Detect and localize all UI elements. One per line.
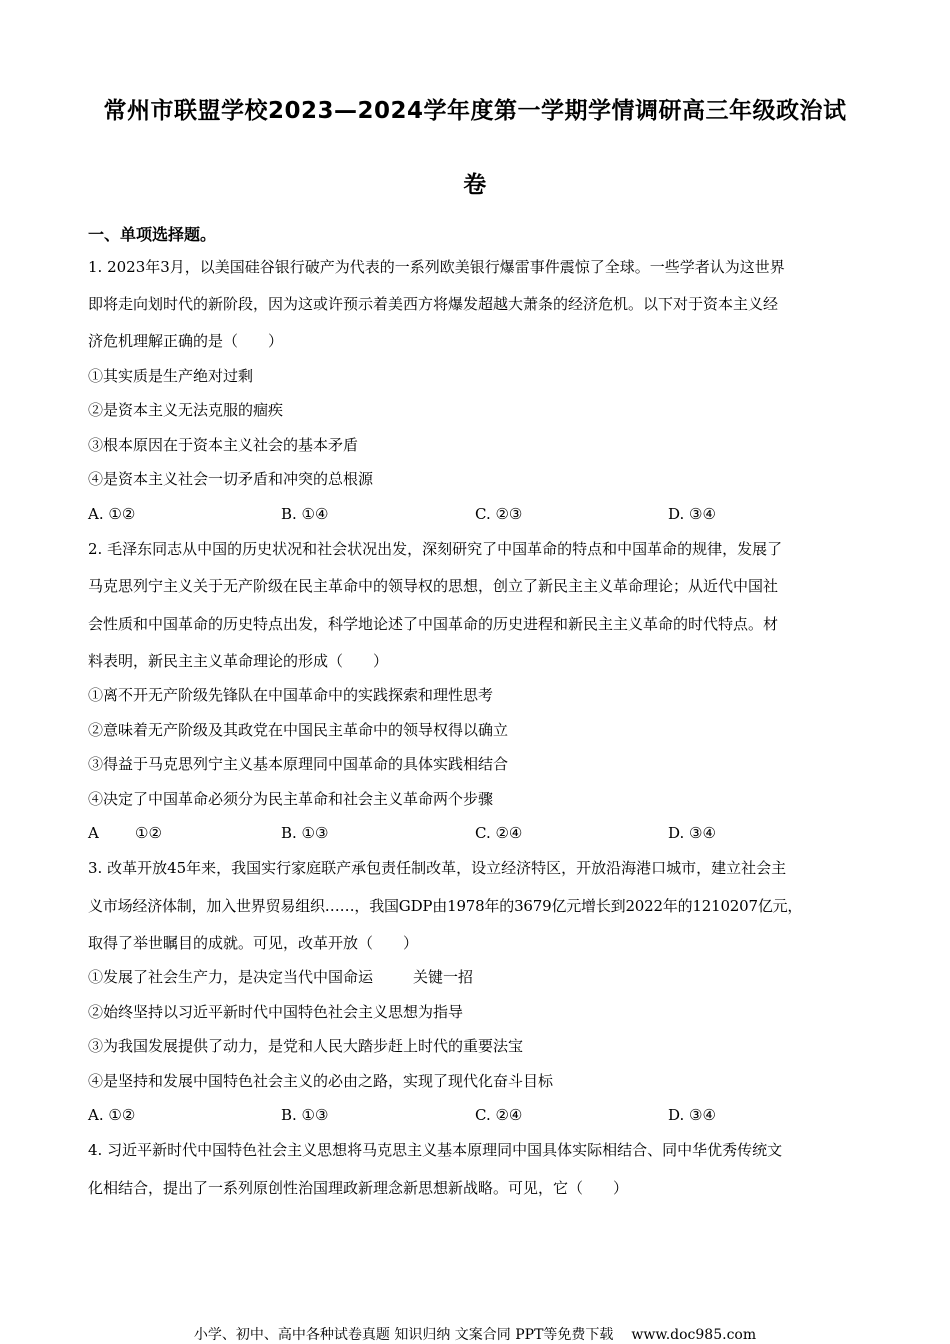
question-1-stem-line2: 即将走向划时代的新阶段，因为这或许预示着美西方将爆发超越大萧条的经济危机。以下对于资本主义经 (88, 295, 779, 313)
exam-title-line1: 常州市联盟学校2023—2024学年度第一学期学情调研高三年级政治试 (103, 98, 847, 124)
question-2-item-2: ②意味着无产阶级及其政党在中国民主革命中的领导权得以确立 (88, 721, 509, 739)
question-3-option-a: A. ①② (88, 1106, 136, 1124)
section-heading: 一、单项选择题。 (88, 225, 217, 244)
question-1-item-1: ①其实质是生产绝对过剩 (88, 367, 254, 385)
question-4-stem-line1: 4. 习近平新时代中国特色社会主义思想将马克思主义基本原理同中国具体实际相结合、同中华优秀传统文 (88, 1141, 783, 1159)
question-2-stem-line1: 2. 毛泽东同志从中国的历史状况和社会状况出发，深刻研究了中国革命的特点和中国革命的规律，发展了 (88, 540, 783, 558)
question-2-stem-line2: 马克思列宁主义关于无产阶级在民主革命中的领导权的思想，创立了新民主主义革命理论；从近代中国社 (88, 577, 779, 595)
question-1-option-a: A. ①② (88, 505, 136, 523)
question-4-stem-line2: 化相结合，提出了一系列原创性治国理政新理念新思想新战略。可见，它（ ） (88, 1179, 629, 1197)
question-3-item-2: ②始终坚持以习近平新时代中国特色社会主义思想为指导 (88, 1003, 464, 1021)
question-2-option-b: B. ①③ (281, 824, 329, 842)
question-1-item-4: ④是资本主义社会一切矛盾和冲突的总根源 (88, 470, 374, 488)
question-3-item-1-part1: ①发展了社会生产力，是决定当代中国命运 (88, 968, 374, 986)
question-3-stem-line1: 3. 改革开放45年来，我国实行家庭联产承包责任制改革，设立经济特区，开放沿海港口城市，建立社会主 (88, 859, 787, 877)
question-3-option-c: C. ②④ (475, 1106, 523, 1124)
question-2-item-3: ③得益于马克思列宁主义基本原理同中国革命的具体实践相结合 (88, 755, 509, 773)
question-3-stem-line2: 义市场经济体制，加入世界贸易组织……，我国GDP由1978年的3679亿元增长到2022年的1210207亿元， (88, 897, 803, 915)
question-2-option-a-letter: A (88, 824, 99, 842)
page-footer (0, 1324, 950, 1344)
question-2-option-d: D. ③④ (668, 824, 716, 842)
question-3-item-1 (88, 967, 473, 987)
question-2-option-a-value: ①② (135, 824, 162, 842)
question-1-item-3: ③根本原因在于资本主义社会的基本矛盾 (88, 436, 359, 454)
question-3-option-b: B. ①③ (281, 1106, 329, 1124)
question-2-option-c: C. ②④ (475, 824, 523, 842)
footer-text: 小学、初中、高中各种试卷真题 知识归纳 文案合同 PPT等免费下载 (193, 1327, 614, 1343)
question-2-stem-line3: 会性质和中国革命的历史特点出发，科学地论述了中国革命的历史进程和新民主主义革命的时代特点。材 (88, 615, 779, 633)
question-3-item-1-part2: 关键一招 (413, 968, 474, 986)
question-1-option-b: B. ①④ (281, 505, 329, 523)
question-3-option-d: D. ③④ (668, 1106, 716, 1124)
footer-url[interactable]: www.doc985.com (631, 1327, 757, 1343)
question-1-item-2: ②是资本主义无法克服的痼疾 (88, 401, 284, 419)
question-3-item-4: ④是坚持和发展中国特色社会主义的必由之路，实现了现代化奋斗目标 (88, 1072, 554, 1090)
question-2-item-4: ④决定了中国革命必须分为民主革命和社会主义革命两个步骤 (88, 790, 494, 808)
question-1-stem-line1: 1. 2023年3月，以美国硅谷银行破产为代表的一系列欧美银行爆雷事件震惊了全球。一些学者认为这世界 (88, 258, 785, 276)
question-1-option-d: D. ③④ (668, 505, 716, 523)
question-1-stem-line3: 济危机理解正确的是（ ） (88, 332, 284, 350)
question-2-item-1: ①离不开无产阶级先锋队在中国革命中的实践探索和理性思考 (88, 686, 494, 704)
exam-title-line2: 卷 (463, 172, 487, 198)
question-3-stem-line3: 取得了举世瞩目的成就。可见，改革开放（ ） (88, 934, 419, 952)
question-1-option-c: C. ②③ (475, 505, 523, 523)
question-2-stem-line4: 料表明，新民主主义革命理论的形成（ ） (88, 652, 389, 670)
question-3-item-3: ③为我国发展提供了动力，是党和人民大踏步赶上时代的重要法宝 (88, 1037, 524, 1055)
